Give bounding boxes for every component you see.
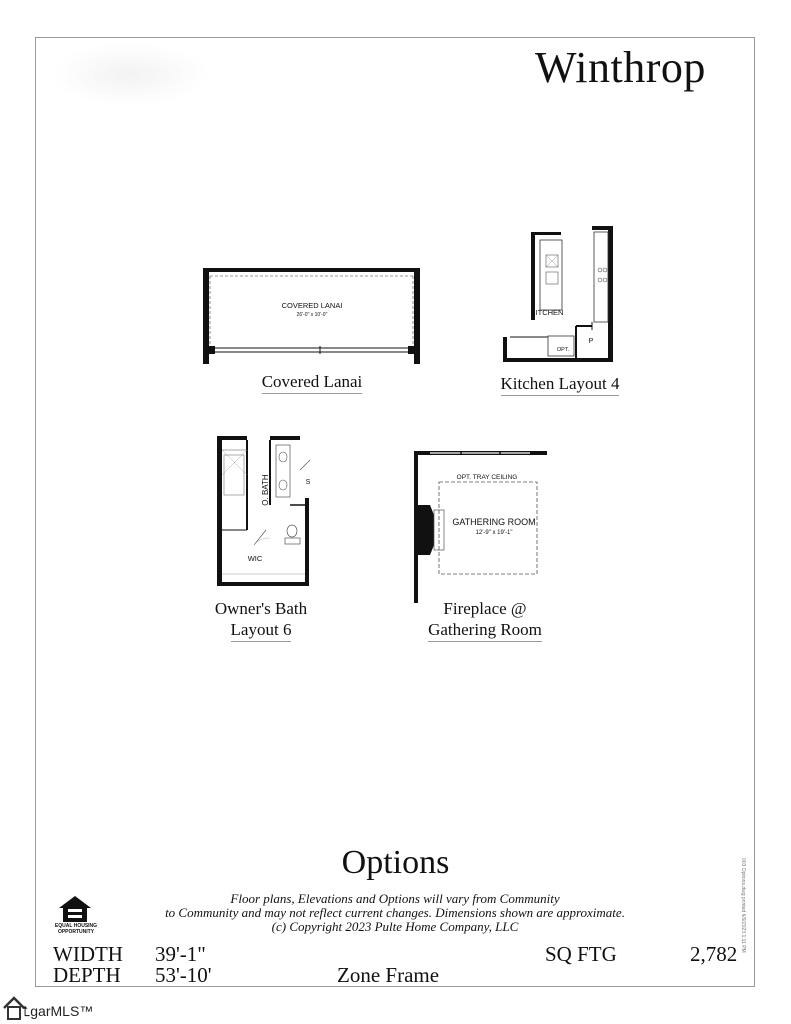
wic-label: WIC [247, 554, 263, 563]
covered-lanai-drawing [203, 268, 420, 364]
gathering-room-dims: 12'-9" x 19'-1" [475, 530, 513, 536]
width-value: 39'-1" [155, 942, 206, 966]
pantry-label: P [588, 338, 594, 345]
fireplace-drawing [414, 451, 547, 603]
caption-covered-lanai-text: Covered Lanai [262, 371, 363, 394]
kitchen-label: KITCHEN [530, 308, 564, 317]
disclaimer-line1: Floor plans, Elevations and Options will vary from Community [230, 891, 560, 906]
disclaimer-line3: (c) Copyright 2023 Pulte Home Company, LLC [271, 919, 519, 934]
gathering-room-label: GATHERING ROOM [452, 517, 536, 527]
options-title: Options [341, 844, 450, 881]
equal-housing-text [50, 923, 102, 935]
caption-fireplace-line1: Fireplace @ [443, 599, 527, 618]
depth-value: 53'-10' [155, 963, 212, 987]
mls-watermark: ⮤garMLS™ [22, 1003, 94, 1019]
caption-fireplace-line2: Gathering Room [428, 619, 542, 642]
owners-bath-label: O. BATH [261, 474, 270, 506]
zone-value: Zone Frame [337, 963, 440, 987]
caption-covered-lanai [247, 371, 377, 394]
opt-label: OPT. [556, 347, 570, 353]
disclaimer-line2: to Community and may not reflect current changes. Dimensions shown are approximate. [165, 905, 625, 920]
width-label: WIDTH [53, 942, 123, 966]
caption-kitchen-layout [485, 373, 635, 396]
covered-lanai-label: COVERED LANAI [281, 301, 343, 310]
owners-bath-drawing [217, 436, 311, 586]
sqftg-value: 2,782 [690, 942, 738, 966]
depth-label: DEPTH [53, 963, 121, 987]
disclaimer [120, 892, 670, 934]
file-note-text: 003 Options.dwg printed 6/9/2023 1:11 PM [740, 858, 746, 953]
caption-owners-bath-line2: Layout 6 [231, 619, 292, 642]
eho-line2: OPPORTUNITY [57, 929, 95, 935]
caption-owners-bath-line1: Owner's Bath [214, 599, 308, 618]
covered-lanai-dims: 26'-0" x 10'-0" [296, 312, 328, 318]
tray-ceiling-label: OPT. TRAY CEILING [456, 474, 518, 481]
file-note [740, 858, 752, 968]
sqftg-label: SQ FTG [545, 942, 617, 966]
caption-fireplace [415, 598, 555, 642]
caption-kitchen-layout-text: Kitchen Layout 4 [501, 373, 620, 396]
plan-name: Winthrop [535, 43, 706, 92]
eho-line1: EQUAL HOUSING [54, 923, 98, 929]
s-label: S [305, 479, 311, 486]
caption-owners-bath [196, 598, 326, 642]
kitchen-drawing [503, 226, 613, 362]
